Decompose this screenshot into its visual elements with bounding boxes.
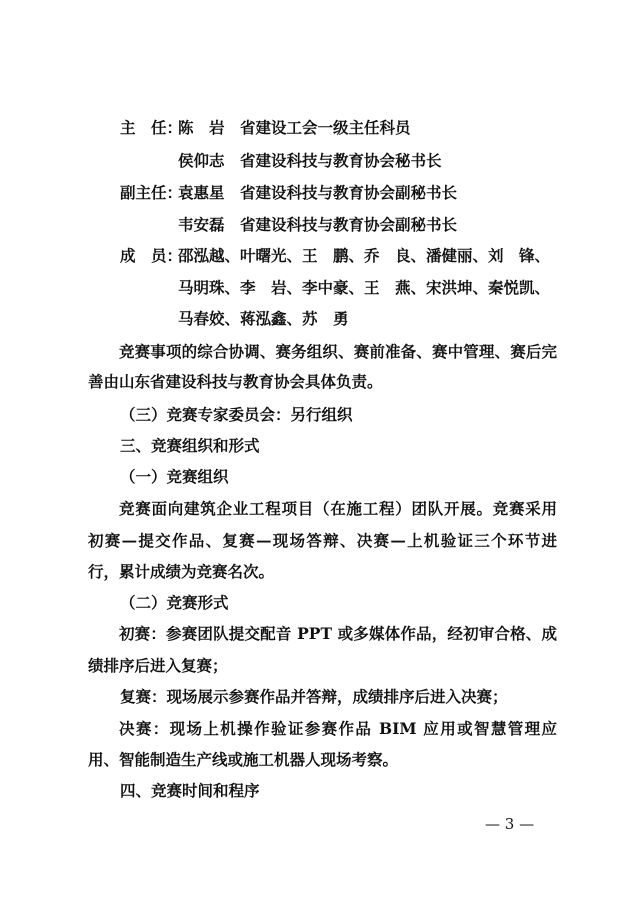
page-number: — 3 — (485, 815, 535, 833)
final-line-1: 决赛：现场上机操作验证参赛作品 BIM 应用或智慧管理应 (119, 719, 557, 738)
director-entry-1: 陈 岩 省建设工会一级主任科员 (178, 118, 411, 137)
members-entry-2: 马明珠、李 岩、李中豪、王 燕、宋洪坤、秦悦凯、 (178, 278, 551, 297)
members-entry-1: 邵泓越、叶曙光、王 鹏、乔 良、潘健丽、刘 锋、 (178, 246, 551, 265)
deputy-entry-1: 袁惠星 省建设科技与教育协会副秘书长 (178, 183, 458, 202)
director-entry-2: 侯仰志 省建设科技与教育协会秘书长 (178, 151, 442, 170)
semi-final-line: 复赛：现场展示参赛作品并答辩，成绩排序后进入决赛； (120, 687, 508, 706)
org-line-1: 竞赛面向建筑企业工程项目（在施工程）团队开展。竞赛采用 (119, 499, 557, 518)
org-line-3: 行，累计成绩为竞赛名次。 (88, 562, 275, 581)
org-heading: （一）竞赛组织 (120, 467, 229, 486)
section-4-heading: 四、竞赛时间和程序 (120, 781, 260, 800)
prelim-line-1: 初赛：参赛团队提交配音 PPT 或多媒体作品，经初审合格、成 (119, 624, 557, 643)
coordination-line-2: 善由山东省建设科技与教育协会具体负责。 (88, 372, 383, 391)
members-entry-3: 马春姣、蒋泓鑫、苏 勇 (178, 309, 349, 328)
form-heading: （二）竞赛形式 (120, 593, 229, 612)
section-3-heading: 三、竞赛组织和形式 (120, 436, 260, 455)
expert-committee-heading: （三）竞赛专家委员会：另行组织 (120, 405, 353, 424)
org-line-2: 初赛—提交作品、复赛—现场答辩、决赛—上机验证三个环节进 (88, 531, 557, 550)
deputy-label: 副主任： (120, 183, 183, 202)
deputy-entry-2: 韦安磊 省建设科技与教育协会副秘书长 (178, 215, 458, 234)
coordination-line-1: 竞赛事项的综合协调、赛务组织、赛前准备、赛中管理、赛后完 (119, 342, 557, 361)
prelim-line-2: 绩排序后进入复赛； (88, 656, 228, 675)
members-label: 成 员： (120, 246, 183, 265)
final-line-2: 用、智能制造生产线或施工机器人现场考察。 (88, 750, 399, 769)
director-label: 主 任： (120, 118, 183, 137)
